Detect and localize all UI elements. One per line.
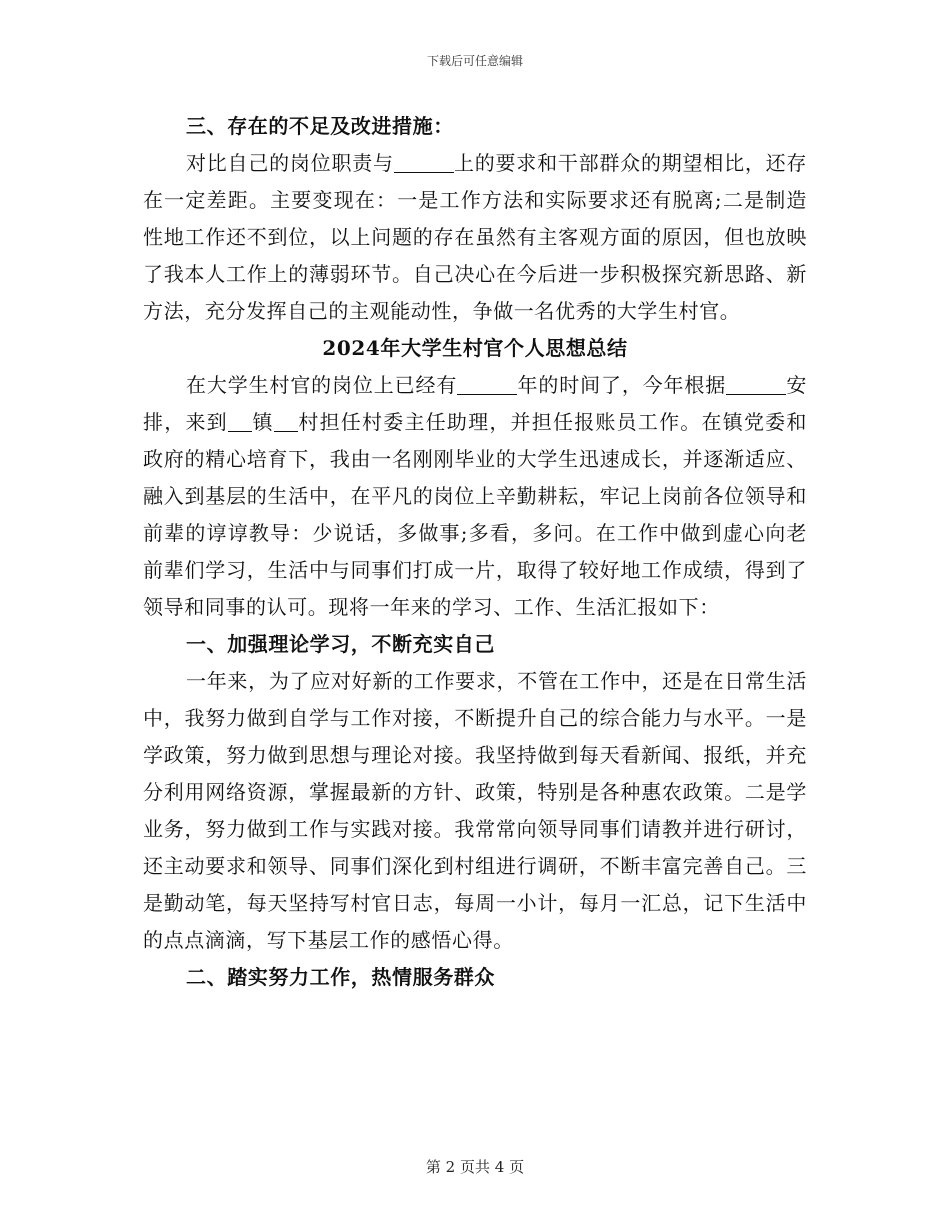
section-heading-1: 一、加强理论学习，不断充实自己	[186, 632, 495, 656]
text-run: 年的时间了，今年根据	[517, 373, 727, 397]
fill-blank	[726, 374, 786, 395]
page-number: 第 2 页共 4 页	[425, 1158, 525, 1176]
header-note: 下载后可任意编辑	[426, 54, 523, 68]
text-run: 安排，来到	[143, 373, 808, 434]
text-run: 镇	[251, 410, 274, 434]
section-1-paragraph: 一年来，为了应对好新的工作要求，不管在工作中，还是在日常生活中，我努力做到自学与工作对接，不断提升自己的综合能力与水平。一是学政策，努力做到思想与理论对接。我坚持做到每天看新闻、报纸，并充分利用网络资源，掌握最新的方针、政策，特别是各种惠农政策。二是学业务，努力做到工作与实践对接。我常常向领导同事们请教并进行研讨，还主动要求和领导、同事们深化到村组进行调研，不断丰富完善自己。三是勤动笔，每天坚持写村官日志，每周一小计，每月一汇总，记下生活中的点点滴滴，写下基层工作的感悟心得。	[143, 669, 807, 952]
fill-blank	[274, 411, 298, 432]
document-body	[143, 108, 807, 996]
fill-blank	[228, 411, 252, 432]
intro-paragraph	[143, 367, 807, 626]
section-heading-2: 二、踏实努力工作，热情服务群众	[186, 965, 495, 989]
section-3-paragraph	[143, 145, 807, 330]
text-run: 在大学生村官的岗位上已经有	[186, 373, 458, 397]
text-run: 对比自己的岗位职责与	[186, 151, 394, 175]
text-run: 上的要求和干部群众的期望相比，还存在一定差距。主要变现在：一是工作方法和实际要求还有脱离;二是制造性地工作还不到位，以上问题的存在虽然有主客观方面的原因，但也放映了我本人工作上的薄弱环节。自己决心在今后进一步积极探究新思路、新方法，充分发挥自己的主观能动性，争做一名优秀的大学生村官。	[143, 151, 808, 323]
document-title: 2024年大学生村官个人思想总结	[322, 336, 628, 360]
fill-blank	[394, 152, 454, 173]
text-run: 村担任村委主任助理，并担任报账员工作。在镇党委和政府的精心培育下，我由一名刚刚毕业的大学生迅速成长，并逐渐适应、融入到基层的生活中，在平凡的岗位上辛勤耕耘，牢记上岗前各位领导和前辈的谆谆教导：少说话，多做事;多看，多问。在工作中做到虚心向老前辈们学习，生活中与同事们打成一片，取得了较好地工作成绩，得到了领导和同事的认可。现将一年来的学习、工作、生活汇报如下：	[143, 410, 807, 619]
fill-blank	[457, 374, 517, 395]
section-heading-3: 三、存在的不足及改进措施：	[186, 114, 454, 138]
